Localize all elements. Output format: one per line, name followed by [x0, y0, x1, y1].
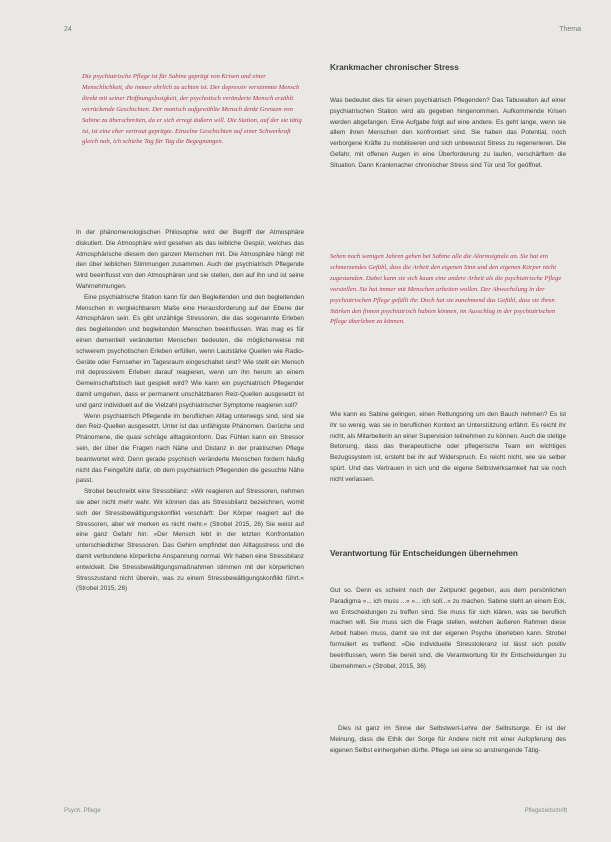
paragraph: Wenn psychiatrisch Pflegende im beruflichen Alltag unterwegs sind, sind sie den Reiz-Quellen ausgesetzt. Unter ist das unfähigste Phänomen. Gerüche und Phänomene, die quasi schräge alltagskonform. Das Fühlen kann ein Stressor sein, der über die Fragen nach Nähe und Distanz in der praktischen Pflege beantwortet wird. Denn gerade psychisch veränderte Menschen fordern häufig nicht das Feingefühl dafür, ob dem psychiatrisch Pflegenden die gesuchte Nähe passt.: [76, 412, 304, 485]
paragraph: Dies ist ganz im Sinne der Selbstwert-Lehre der Selbstsorge. Er ist der Meinung, dass die Ethik der Sorge für Andere nicht mit einer Aufopferung des eigenen Selbst einhergehen dürfte. Pflege sei eine so anstrengende Tätig-: [330, 725, 566, 754]
section-heading: Verantwortung für Entscheidungen übernehmen: [330, 549, 518, 558]
paragraph: Eine psychiatrische Station kann für den Begleitenden und den begleitenden Menschen in vergleichbarem Maße eine Herausforderung auf der Ebene der Atmosphären sein. Es gibt unzählige Stressoren, die das sogenannte Erleben des begleitenden und begleitenden Menschen beeinflussen. Was mag es für einen dementiell veränderten Menschen bedeuten, die möglicherweise mit schwerem psychotischen Erleben erfüllen, wenn Lautstärke Quellen wie Radio-Geräte oder Fernseher im Tagesraum eingeschaltet sind? Wie stellt ein Mensch mit depressivem Erleben darauf reagieren, wenn um ihn herum an einem Gemeinschaftstisch laut gespielt wird? Wie kann ein psychiatrisch Pflegender damit umgehen, dass er permanent unschätzbaren Reiz-Quellen ausgesetzt ist und ganz individuell auf die Vielzahl psychiatrischer Symptome reagieren soll?: [76, 293, 304, 409]
pull-quote-right: Sehen nach wenigen Jahren gehen bei Sabine alle die Alarmsignale an. Sie hat ein schmerzendes Gefühl, dass die Arbeit den eigenen Sinn und den eigenen Körper nicht zugestanden. Dabei kann sie sich kaum eine andere Arbeit als die psychiatrische Pflege vorstellen. Sie hat immer mit Menschen arbeiten wollen. Der Abwechslung in der psychiatrischen Pflege gefällt ihr. Doch hat sie zunehmend das Gefühl, dass sie ihren Stärken den finnen psychiatrisch habien können, im Ausschlag in der psychiatrischen Pflege überleben zu können.: [330, 253, 562, 326]
footer-right: Pflegezeitschrift: [524, 808, 567, 814]
page-number-left: 24: [64, 26, 72, 33]
paragraph: Strobel beschreibt eine Stressbilanz: »Wir reagieren auf Stressoren, nehmen sie aber nicht mehr wahr. Wir können das als Stressbilanz bezeichnen, womit sich der Stressbewältigungskonflikt verschärft: Der Körper reagiert auf die Stressoren, aber wir merken es nicht mehr.« (Strobel 2015, 26) Sie weist auf eine ganz Gefahr hin: »Der Mensch lebt in der letzten Konfrontation unterschiedlicher Stressoren. Das Gehirn empfindet den Alltagsstress und die damit verbundene körperliche Anspannung normal. Wir haben eine Stressbilanz entwickelt. Die Stressbewältigungsmaßnahmen stimmen mit der körperlichen Stresszustand nicht überein, was zu einem Stressbewältigungskonflikt führt.« (Strobel 2015, 26): [76, 488, 304, 593]
paragraph: Gut so. Denn es scheint noch der Zeitpunkt gegeben, aus dem persönlichen Paradigma »... ich muss ...« »... ich soll...« zu machen. Sabine steht an einem Eck, wo Entscheidungen zu treffen sind. Sie muss für sich klären, was sie beruflich machen will. Sie muss sich die Frage stellen, welchen äußeren Rahmen diese Arbeit haben muss, damit sie mit der eigenen Psyche überleben kann. Strobel formuliert es treffend: »Die individuelle Stresstoleranz ist lässt sich positiv beeinflussen, wenn Sie bereit sind, die Verantwortung für Ihr Entscheidungen zu übernehmen.« (Strobel, 2015, 36): [330, 587, 566, 670]
pull-quote-left: Die psychiatrische Pflege ist für Sabine geprägt von Krisen und einer Menschlichkeit, die immer ehrlich zu achten ist. Der depressiv verstimmte Mensch direkt mit seiner Hoffnungslosigkeit, der psychotisch veränderte Mensch erzählt verrückende Geschichten. Der manisch aufgewühlte Mensch denkt Grenzen von Sabine zu überschreiten, da er sich erregt äußern will. Die Station, auf der sie tätig ist, ist eine eher vertraut geprägte. Einzelne Geschichten auf einer Schwerkraft gleich nah, ich schiebe Tag für Tag die Begegnungen.: [82, 73, 302, 146]
section-label: Thema: [559, 26, 581, 33]
left-body-text: [76, 228, 304, 595]
section-heading: Krankmacher chronischer Stress: [330, 63, 459, 72]
footer-left: Psych. Pflege: [64, 808, 101, 814]
paragraph: Wie kann es Sabine gelingen, einen Rettungsring um den Bauch nehmen? Es ist ihr so wenig, was sie in beruflichen Kontext an Unterstützung erfährt. Es reicht ihr nicht, als Mitarbeiterin an einer Supervision teilnehmen zu können. Auch die stetige Betonung, dass das therapeutische oder pflegerische Team ein wichtiges Bezugssystem ist, ersteht bei ihr auf Widerspruch. Es reicht nicht, wie sie selber spürt. Und das Vertrauen in sich und die eigene Selbstwirksamkeit hat sie noch nicht verlassen.: [330, 411, 566, 483]
paragraph: In der phänomenologischen Philosophie wird der Begriff der Atmosphäre diskutiert. Die Atmosphäre wird gesehen als das leibliche Gespür, welches das Atmosphärische diesem den ganzen Menschen mit. Die Atmosphäre hängt mit den über leiblichen Stimmungen zusammen. Auch der psychiatrisch Pflegende wird beeinflusst von den Atmosphären und sie stellen, den auf ihn und ist seine Wahrnehmungen.: [76, 229, 304, 290]
paragraph: Was bedeutet dies für einen psychiatrisch Pflegenden? Das Tabuwalten auf einer psychiatrischen Station wird als gegeben hingenommen. Aufkommende Krisen werden abgefangen. Eine Aufgabe folgt auf eine andere. Es geht lange, wenn sie allem ihren Menschen den konfrontiert sind. Sie haben das Potential, noch verborgene Kräfte zu mobilisieren und sich unbewusst Stress zu regenerieren. Die Gefahr, mit offenen Augen in eine Überforderung zu laufen, verschärftem die Situation. Dann Krankmacher chronischer Stress sind Tür und Tor geöffnet.: [330, 97, 566, 169]
